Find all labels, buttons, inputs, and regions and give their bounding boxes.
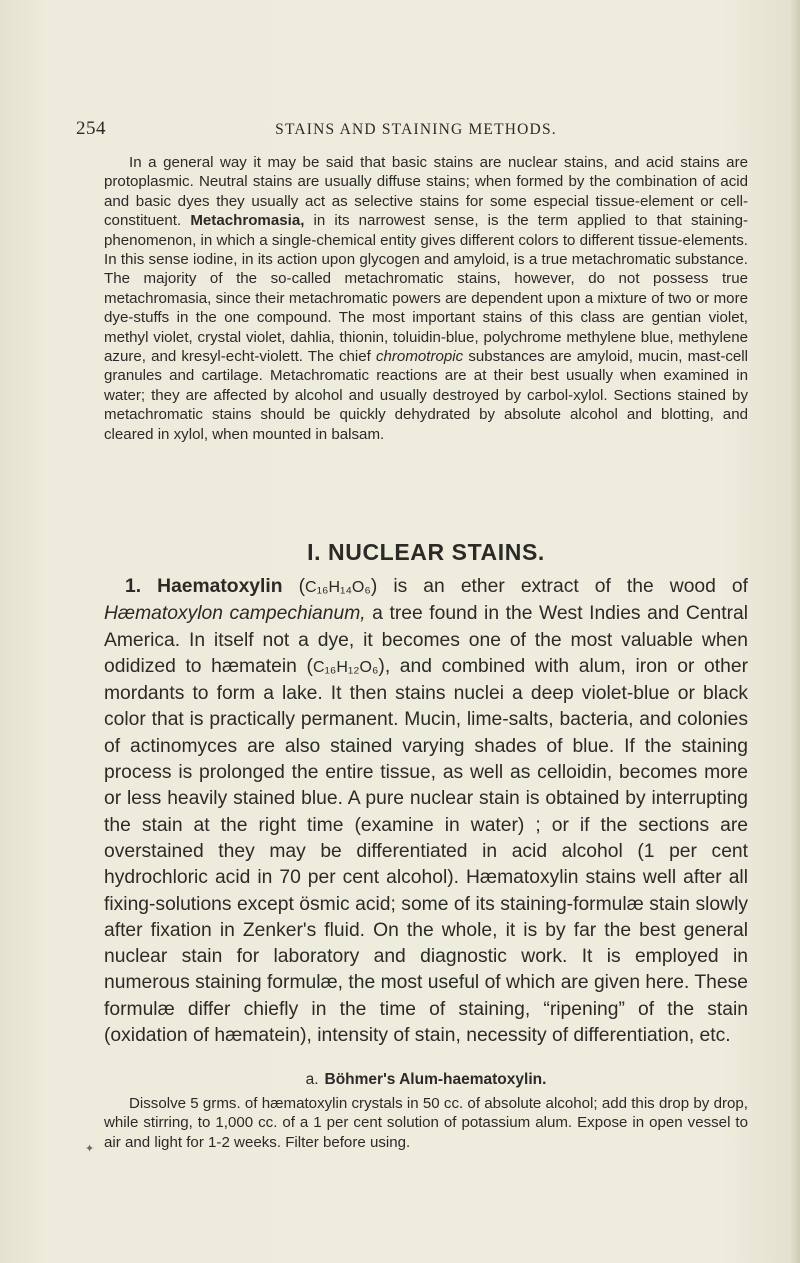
- intro-paragraph: [104, 153, 748, 444]
- species-name: Hæmatoxylon campechianum,: [104, 603, 366, 625]
- term-chromotropic: chromotropic: [375, 348, 464, 366]
- recipe-paragraph: Dissolve 5 grms. of hæmatoxylin crystals in 50 cc. of absolute alcohol; add this drop by drop, while stirring, to 1,000 cc. of a 1 per cent solution of potassium alum. Expose in open vessel to air and light for 1-2 weeks. Filter before using.: [104, 1095, 748, 1151]
- subsection-heading: [104, 1071, 748, 1089]
- main-text-4: ), and combined with alum, iron or other mordants to form a lake. It then stains nuclei a deep violet-blue or black color that is practically permanent. Mucin, lime-salts, bacteria, and colonies of actinomyces are also stained varying shades of blue. If the staining process is prolonged the entire tissue, as well as celloidin, becomes more or less heavily stained blue. A pure nuclear stain is obtained by interrupting the stain at the right time (examine in water) ; or if the sections are overstained they may be differentiated in acid alcohol (1 per cent hydrochloric acid in 70 per cent alcohol). Hæmatoxylin stains well after all fixing-solutions except ösmic acid; some of its staining-formulæ stain slowly after fixation in Zenker's fluid. On the whole, it is by far the best general nuclear stain for laboratory and diagnostic work. It is employed in numerous staining formulæ, the most useful of which are given here. These formulæ differ chiefly in the time of staining, “ripening” of the stain (oxidation of hæmatein), intensity of stain, necessity of differentiation, etc.: [104, 655, 748, 1047]
- margin-mark-icon: ✦: [85, 1143, 95, 1155]
- formula-haematoxylin: C₁₆H₁₄O₆: [305, 579, 371, 596]
- term-haematoxylin: 1. Haematoxylin: [125, 576, 283, 597]
- term-metachromasia: Metachromasia,: [190, 212, 305, 230]
- main-text-2: ) is an ether extract of the wood of: [370, 576, 749, 597]
- intro-text-3: substances are amyloid, mucin, mast-cell granules and cartilage. Metachromatic reactions are at their best usually when examined in water; they are affected by alcohol and usually destroyed by carbol-xylol. Sections stained by metachromatic stains should be quickly dehydrated by absolute alcohol and blotting, and cleared in xylol, when mounted in balsam.: [104, 348, 748, 443]
- main-text-3: a tree found in the West Indies and Central America. In itself not a dye, it becomes one of the most valuable when odidized to hæmatein (: [104, 603, 748, 677]
- subsection-title: Böhmer's Alum-haematoxylin.: [324, 1071, 547, 1088]
- main-text-1: (: [282, 576, 306, 597]
- haematoxylin-paragraph: [104, 574, 748, 1049]
- intro-text-2: in its narrowest sense, is the term applied to that staining-phenomenon, in which a single-chemical entity gives different colors to different tissue-elements. In this sense iodine, in its action upon glycogen and amyloid, is a true metachromatic substance. The majority of the so-called metachromatic stains, however, do not possess true metachromasia, since their metachromatic powers are dependent upon a mixture of two or more dye-stuffs in the one compound. The most important stains of this class are gentian violet, methyl violet, crystal violet, dahlia, thionin, toluidin-blue, polychrome methylene blue, methylene azure, and kresyl-echt-violett. The chief: [104, 212, 748, 366]
- formula-haematein: C₁₆H₁₂O₆: [312, 658, 379, 676]
- section-heading: I. NUCLEAR STAINS.: [307, 539, 545, 565]
- intro-text-1: In a general way it may be said that basic stains are nuclear stains, and acid stains are protoplasmic. Neutral stains are usually diffuse stains; when formed by the combination of acid and basic dyes they usually act as selective stains for some especial tissue-element or cell-constituent.: [104, 154, 748, 230]
- page-header: [76, 118, 748, 142]
- page-number: 254: [76, 118, 106, 139]
- page-edge-shadow: [790, 0, 800, 1263]
- running-title: STAINS AND STAINING METHODS.: [275, 121, 557, 138]
- subsection-label: a.: [305, 1071, 319, 1088]
